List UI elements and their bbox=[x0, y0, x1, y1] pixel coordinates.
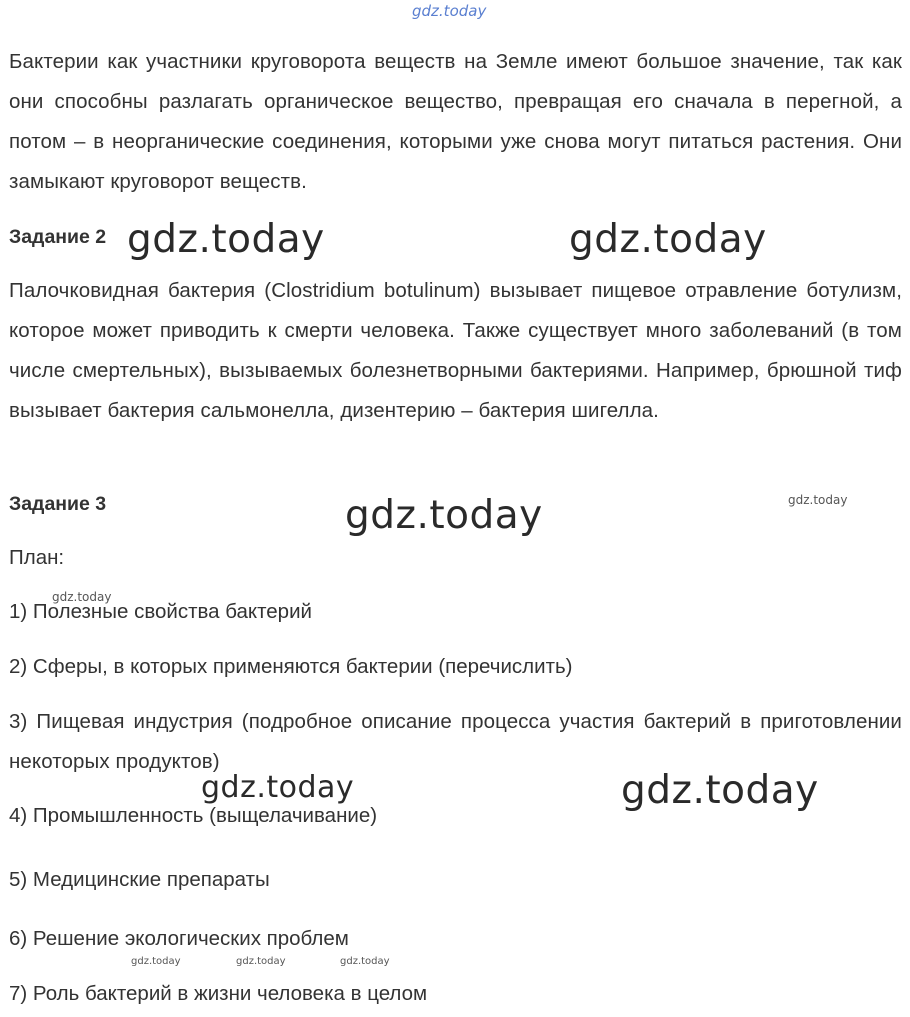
plan-item-3: 3) Пищевая индустрия (подробное описание процесса участия бактерий в приготовлении некоторых продуктов) bbox=[9, 710, 902, 773]
task-3-heading: Задание 3 bbox=[9, 493, 107, 515]
plan-label: План: bbox=[9, 546, 65, 569]
watermark-top: gdz.today bbox=[412, 2, 487, 20]
watermark-large: gdz.today bbox=[345, 493, 543, 538]
watermark-small: gdz.today bbox=[788, 493, 848, 507]
plan-item-7: 7) Роль бактерий в жизни человека в целом bbox=[9, 982, 428, 1005]
watermark-small: gdz.today bbox=[52, 590, 112, 604]
plan-item-4: 4) Промышленность (выщелачивание) bbox=[9, 804, 378, 827]
watermark-large: gdz.today bbox=[569, 217, 767, 262]
plan-item-1: 1) Полезные свойства бактерий bbox=[9, 600, 312, 623]
paragraph-bacteria-cycle: Бактерии как участники круговорота веществ на Земле имеют большое значение, так как они способны разлагать органическое вещество, превращая его сначала в перегной, а потом – в неорганические соединения, которыми уже снова могут питаться растения. Они замыкают круговорот веществ. bbox=[9, 50, 902, 193]
watermark-small: gdz.today bbox=[340, 956, 390, 967]
watermark-large: gdz.today bbox=[621, 768, 819, 813]
plan-item-6: 6) Решение экологических проблем bbox=[9, 927, 349, 950]
watermark-large: gdz.today bbox=[201, 770, 355, 805]
watermark-small: gdz.today bbox=[131, 956, 181, 967]
watermark-small: gdz.today bbox=[236, 956, 286, 967]
plan-item-5: 5) Медицинские препараты bbox=[9, 868, 270, 891]
task-2-heading: Задание 2 bbox=[9, 226, 107, 248]
plan-item-2: 2) Сферы, в которых применяются бактерии (перечислить) bbox=[9, 655, 573, 678]
watermark-large: gdz.today bbox=[127, 217, 325, 262]
task-2-text: Палочковидная бактерия (Clostridium botulinum) вызывает пищевое отравление ботулизм, которое может приводить к смерти человека. Также существует много заболеваний (в том числе смертельных), вызываемых болезнетворными бактериями. Например, брюшной тиф вызывает бактерия сальмонелла, дизентерию – бактерия шигелла. bbox=[9, 279, 902, 422]
